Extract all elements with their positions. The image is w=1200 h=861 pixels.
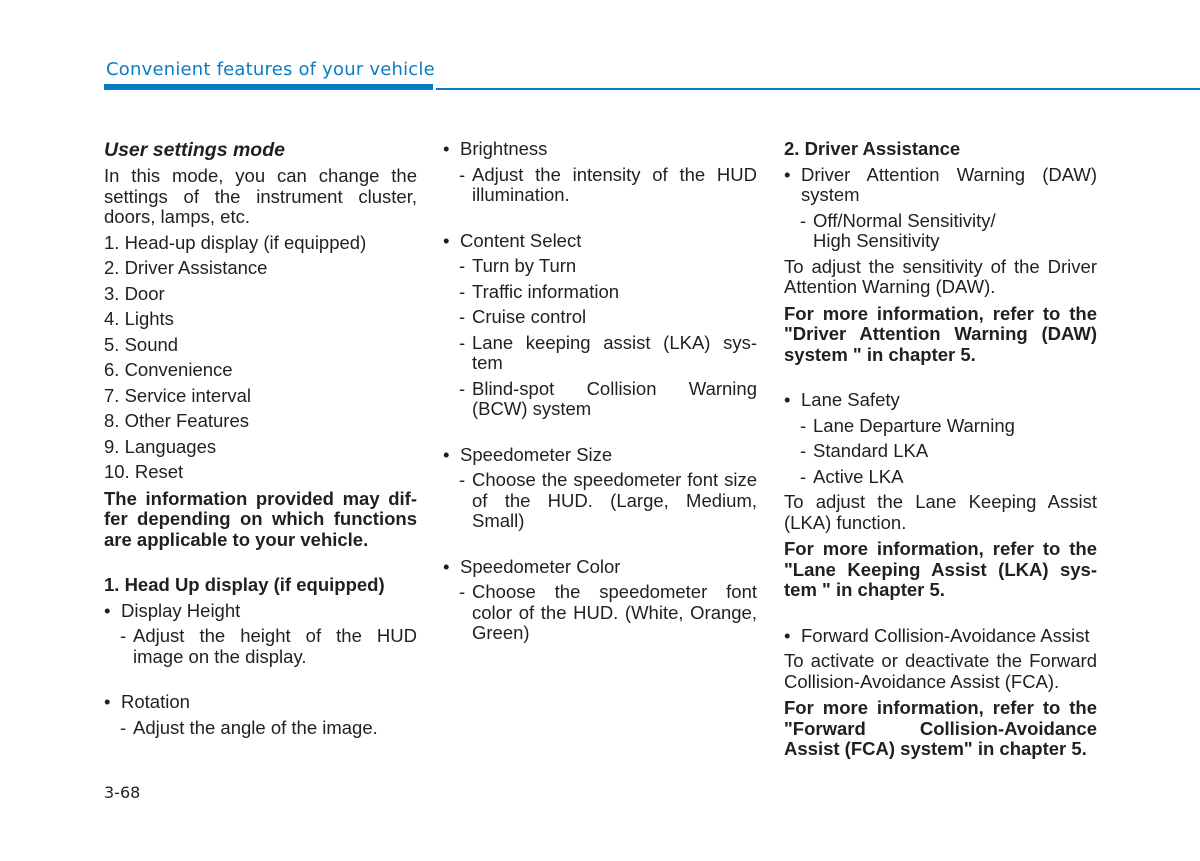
- bullet-lane-safety: • Lane Safety: [784, 390, 1097, 411]
- page-number: 3-68: [104, 783, 141, 802]
- fca-reference: For more information, refer to the "Forward Collision-Avoidance Assist (FCA) system" in chapter 5.: [784, 697, 1097, 759]
- menu-item: 6. Convenience: [104, 359, 233, 380]
- bullet-fca: • Forward Collision-Avoidance Assist: [784, 626, 1097, 647]
- lane-safety-item: Standard LKA: [813, 440, 929, 461]
- spacer: [443, 537, 757, 557]
- display-height-desc: Adjust the height of the HUD image on the display.: [133, 625, 417, 667]
- dash-item: - Choose the speedometer font color of the HUD. (White, Orange, Green): [459, 581, 757, 643]
- menu-item: 9. Languages: [104, 435, 217, 457]
- spacer: [104, 672, 417, 692]
- applicability-note: The information provided may dif-fer depending on which functions are applicable to your vehicle.: [104, 487, 417, 550]
- dash-item: - Off/Normal Sensitivity/ High Sensitivity: [800, 209, 996, 251]
- menu-item: 5. Sound: [104, 333, 179, 355]
- lane-safety-item: Active LKA: [813, 465, 904, 487]
- dash-item: - Turn by Turn: [459, 255, 577, 276]
- column-right: [784, 139, 1097, 765]
- spacer: [443, 425, 757, 445]
- dash-item: - Cruise control: [459, 306, 587, 327]
- lka-reference: For more information, refer to the "Lane Keeping Assist (LKA) sys-tem " in chapter 5.: [784, 538, 1097, 600]
- header-rule-thick: [104, 84, 433, 90]
- intro-paragraph: In this mode, you can change the settings of the instrument cluster, doors, lamps, etc.: [104, 165, 417, 227]
- bullet-display-height: • Display Height: [104, 601, 417, 622]
- bullet-speedometer-size: • Speedometer Size: [443, 445, 757, 466]
- dash-item: - Lane keeping assist (LKA) sys-tem: [459, 331, 757, 373]
- spacer: [443, 211, 757, 231]
- dash-item: - Adjust the height of the HUD image on the display.: [120, 625, 417, 667]
- menu-item: 2. Driver Assistance: [104, 257, 268, 278]
- rotation-desc: Adjust the angle of the image.: [133, 716, 378, 738]
- bullet-daw: • Driver Attention Warning (DAW) system: [784, 165, 1097, 206]
- fca-desc: To activate or deactivate the Forward Collision-Avoidance Assist (FCA).: [784, 650, 1097, 692]
- dash-item: - Blind-spot Collision Warning (BCW) system: [459, 377, 757, 419]
- spacer: [104, 555, 417, 575]
- menu-item: 10. Reset: [104, 461, 184, 482]
- menu-item: 4. Lights: [104, 308, 174, 329]
- menu-list: [104, 233, 417, 483]
- daw-desc: To adjust the sensitivity of the Driver Attention Warning (DAW).: [784, 255, 1097, 297]
- content-select-item: Cruise control: [472, 306, 587, 327]
- brightness-desc: Adjust the intensity of the HUD illumination.: [472, 163, 757, 205]
- content-select-item: Turn by Turn: [472, 255, 577, 276]
- menu-item: 8. Other Features: [104, 410, 249, 431]
- dash-item: - Standard LKA: [800, 440, 929, 461]
- bullet-content-select: • Content Select: [443, 231, 757, 252]
- speedometer-color-desc: Choose the speedometer font color of the HUD. (White, Orange, Green): [472, 581, 757, 643]
- dash-item: - Traffic information: [459, 280, 620, 302]
- daw-option-line1: Off/Normal Sensitivity/: [813, 209, 996, 231]
- daw-option-line2: High Sensitivity: [813, 230, 940, 251]
- content-select-item: Traffic information: [472, 280, 620, 302]
- dash-item: - Adjust the intensity of the HUD illumination.: [459, 163, 757, 205]
- bullet-rotation: • Rotation: [104, 692, 417, 713]
- dash-item: - Choose the speedometer font size of the HUD. (Large, Medium, Small): [459, 469, 757, 531]
- lane-safety-desc: To adjust the Lane Keeping Assist (LKA) function.: [784, 491, 1097, 533]
- column-middle: [443, 139, 757, 649]
- dash-item: - Adjust the angle of the image.: [120, 716, 378, 738]
- content-select-item: Lane keeping assist (LKA) sys-tem: [472, 331, 757, 373]
- content-select-item: Blind-spot Collision Warning (BCW) system: [472, 377, 757, 419]
- column-left: [104, 139, 417, 743]
- driver-assistance-title: 2. Driver Assistance: [784, 138, 961, 159]
- menu-item: 1. Head-up display (if equipped): [104, 231, 367, 253]
- lane-safety-item: Lane Departure Warning: [813, 414, 1015, 436]
- speedometer-size-desc: Choose the speedometer font size of the HUD. (Large, Medium, Small): [472, 469, 757, 531]
- bullet-speedometer-color: • Speedometer Color: [443, 557, 757, 578]
- bullet-brightness: • Brightness: [443, 139, 757, 160]
- menu-item: 7. Service interval: [104, 384, 252, 406]
- spacer: [784, 370, 1097, 390]
- header-rule-thin: [436, 88, 1200, 90]
- daw-reference: For more information, refer to the "Driver Attention Warning (DAW) system " in chapter 5.: [784, 302, 1097, 365]
- menu-item: 3. Door: [104, 282, 165, 304]
- heading-user-settings-mode: User settings mode: [104, 139, 285, 161]
- section-header-title: Convenient features of your vehicle: [106, 59, 435, 80]
- dash-item: - Lane Departure Warning: [800, 414, 1015, 436]
- spacer: [784, 606, 1097, 626]
- dash-item: - Active LKA: [800, 465, 904, 487]
- hud-section-title: 1. Head Up display (if equipped): [104, 574, 385, 595]
